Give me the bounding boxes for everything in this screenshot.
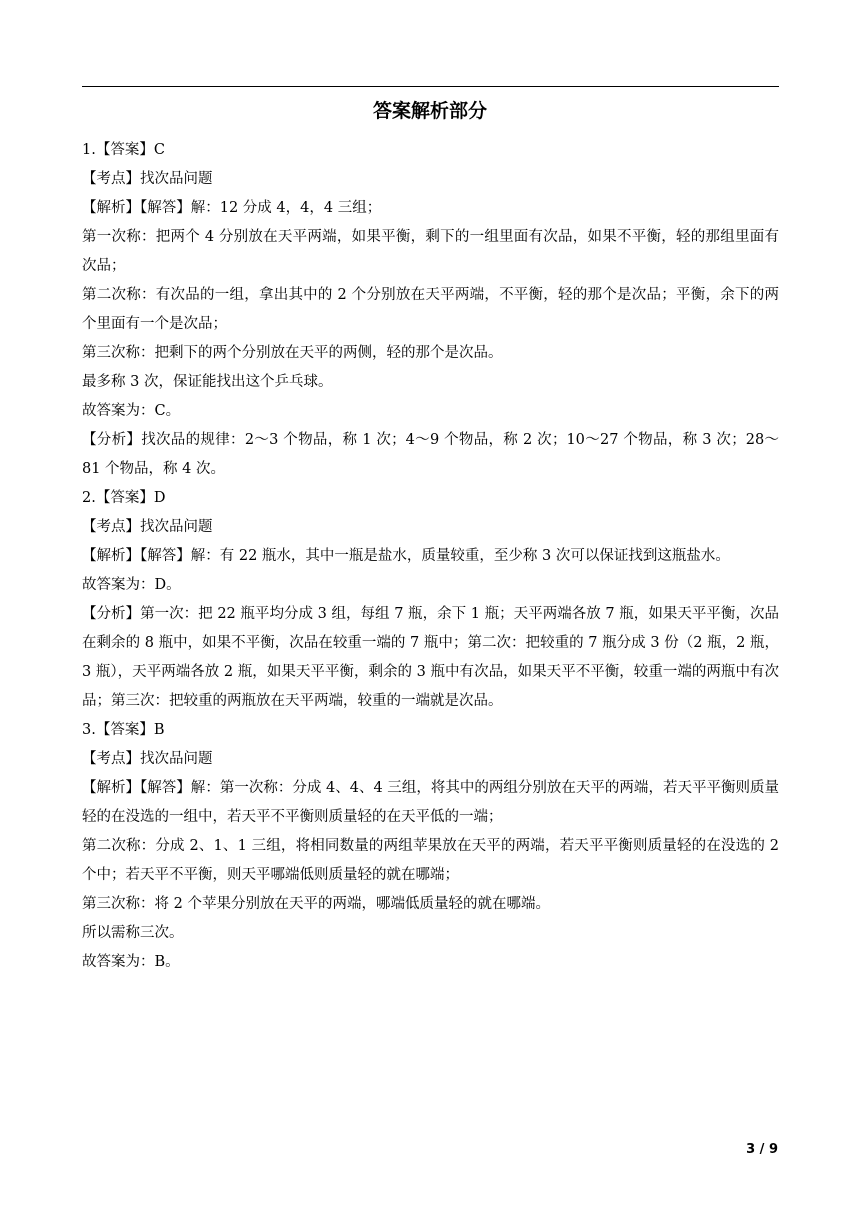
answer-content <box>82 136 779 977</box>
q1-solution: 【解析】【解答】解：12 分成 4，4，4 三组； <box>82 200 382 216</box>
q3-step-3: 第三次称：将 2 个苹果分别放在天平的两端，哪端低质量轻的就在哪端。 <box>82 896 550 912</box>
q1-step-1: 第一次称：把两个 4 分别放在天平两端，如果平衡，剩下的一组里面有次品，如果不平衡，轻的那组里面有次品； <box>82 229 779 274</box>
q1-step-2: 第二次称：有次品的一组，拿出其中的 2 个分别放在天平两端，不平衡，轻的那个是次品；平衡，余下的两个里面有一个是次品； <box>82 287 779 332</box>
q1-answer: 1.【答案】C <box>82 142 165 158</box>
q1-step-3: 第三次称：把剩下的两个分别放在天平的两侧，轻的那个是次品。 <box>82 345 503 361</box>
q2-topic: 【考点】找次品问题 <box>82 519 213 535</box>
q3-solution: 【解析】【解答】解：第一次称：分成 4、4、4 三组，将其中的两组分别放在天平的两端，若天平平衡则质量轻的在没选的一组中，若天平不平衡则质量轻的在天平低的一端； <box>82 780 779 825</box>
page-number: 3 / 9 <box>746 1142 778 1157</box>
q2-final-answer: 故答案为：D。 <box>82 577 181 593</box>
q1-conclusion: 最多称 3 次，保证能找出这个乒乓球。 <box>82 374 333 390</box>
q3-answer: 3.【答案】B <box>82 722 165 738</box>
q1-analysis: 【分析】找次品的规律：2～3 个物品，称 1 次；4～9 个物品，称 2 次；10～27 个物品，称 3 次；28～81 个物品，称 4 次。 <box>82 432 779 477</box>
q3-conclusion: 所以需称三次。 <box>82 925 184 941</box>
header-rule <box>82 86 779 87</box>
q3-final-answer: 故答案为：B。 <box>82 954 180 970</box>
q3-topic: 【考点】找次品问题 <box>82 751 213 767</box>
q2-answer: 2.【答案】D <box>82 490 166 506</box>
q3-step-2: 第二次称：分成 2、1、1 三组，将相同数量的两组苹果放在天平的两端，若天平平衡则质量轻的在没选的 2 个中；若天平不平衡，则天平哪端低则质量轻的就在哪端； <box>82 838 779 883</box>
page-title: 答案解析部分 <box>372 100 487 122</box>
q2-analysis: 【分析】第一次：把 22 瓶平均分成 3 组，每组 7 瓶，余下 1 瓶；天平两端各放 7 瓶，如果天平平衡，次品在剩余的 8 瓶中，如果不平衡，次品在较重一端的 7 瓶中；第二次：把较重的 7 瓶分成 3 份（2 瓶，2 瓶，3 瓶），天平两端各放 2 瓶，如果天平平衡，剩余的 3 瓶中有次品，如果天平不平衡，较重一端的两瓶中有次品；第三次：把较重的两瓶放在天平两端，较重的一端就是次品。 <box>82 606 779 709</box>
q2-solution: 【解析】【解答】解：有 22 瓶水，其中一瓶是盐水，质量较重，至少称 3 次可以保证找到这瓶盐水。 <box>82 548 730 564</box>
q1-topic: 【考点】找次品问题 <box>82 171 213 187</box>
q1-final-answer: 故答案为：C。 <box>82 403 181 419</box>
